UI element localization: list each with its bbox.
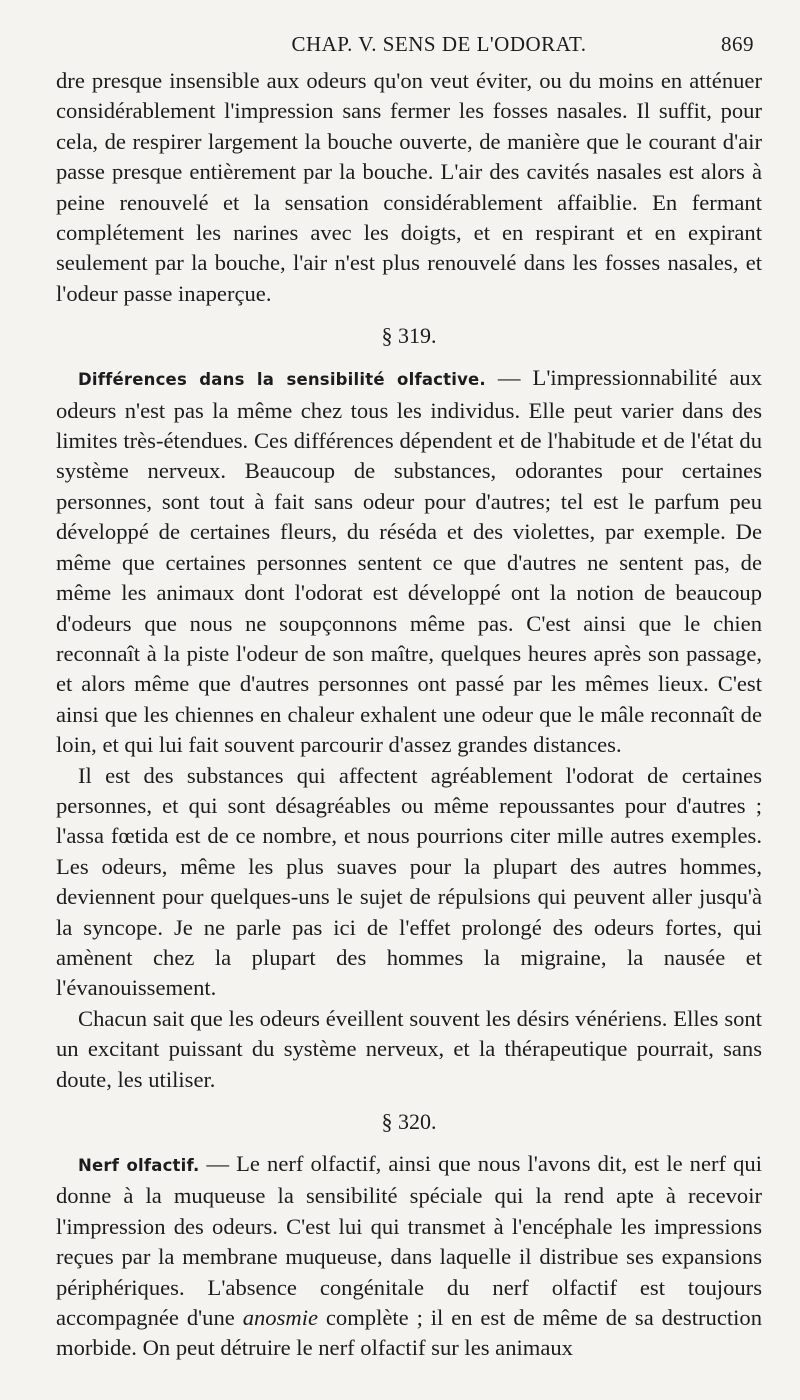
paragraph-continued: dre presque insensible aux odeurs qu'on veut éviter, ou du moins en atténuer considérablement l'impression sans fermer les fosses nasales. Il suffit, pour cela, de respirer largement la bouche ouverte, de manière que le courant d'air passe presque entièrement par la bouche. L'air des cavités nasales est alors à peine renouvelé et la sensation considérablement affaiblie. En fermant complétement les narines avec les doigts, et en respirant et en expirant seulement par la bouche, l'air n'est plus renouvelé dans les fosses nasales, et l'odeur passe inaperçue. xyxy=(56,68,762,306)
paragraph-lead-title: Différences dans la sensibilité olfactive. xyxy=(78,370,486,390)
page-body xyxy=(56,66,762,1364)
paragraph-olfactory-nerve xyxy=(56,1149,762,1364)
section-heading-320: § 320. xyxy=(381,1109,437,1134)
paragraph-substances: Il est des substances qui affectent agréablement l'odorat de certaines personnes, et qui sont désagréables ou même repoussantes pour d'autres ; l'assa fœtida est de ce nombre, et nous pourrions citer mille autres exemples. Les odeurs, même les plus suaves pour la plupart des autres hommes, deviennent pour quelques-uns le sujet de répulsions qui peuvent aller jusqu'à la syncope. Je ne parle pas ici de l'effet prolongé des odeurs fortes, qui amènent chez la plupart des hommes la migraine, la nausée et l'évanouissement. xyxy=(56,762,762,1001)
running-header xyxy=(56,30,762,66)
paragraph-text: complète ; il en est de même de sa destruction morbide. On peut détruire le nerf olfactif sur les animaux xyxy=(56,1305,762,1361)
paragraph-text: — L'impressionnabilité aux odeurs n'est pas la même chez tous les individus. Elle peut varier dans des limites très-étendues. Ces différences dépendent et de l'habitude et de l'état du système nerveux. Beaucoup de substances, odorantes pour certaines personnes, sont tout à fait sans odeur pour d'autres; tel est le parfum peu développé de certaines fleurs, du réséda et des violettes, par exemple. De même que certaines personnes sentent ce que d'autres ne sentent pas, de même les animaux dont l'odorat est développé ont la notion de beaucoup d'odeurs que nous ne soupçonnons même pas. C'est ainsi que le chien reconnaît à la piste l'odeur de son maître, quelques heures après son passage, et alors même que d'autres personnes ont passé par les mêmes lieux. C'est ainsi que les chiennes en chaleur exhalent une odeur que le mâle reconnaît de loin, et qui lui fait souvent parcourir d'assez grandes distances. xyxy=(56,365,762,758)
section-heading-319: § 319. xyxy=(381,323,437,349)
italic-term: anosmie xyxy=(242,1305,319,1331)
page-number: 869 xyxy=(721,32,754,56)
running-title: CHAP. V. SENS DE L'ODORAT. xyxy=(291,32,587,56)
paragraph-lead-title: Nerf olfactif. xyxy=(78,1156,200,1175)
paragraph-sensibility xyxy=(56,363,762,760)
paragraph-text: — Le nerf olfactif, ainsi que nous l'avons dit, est le nerf qui donne à la muqueuse la sensibilité spéciale qui la rend apte à recevoir l'impression des odeurs. C'est lui qui transmet à l'encéphale les impressions reçues par la membrane muqueuse, dans laquelle il distribue ses expansions périphériques. L'absence congénitale du nerf olfactif est toujours accompagnée d'une xyxy=(56,1151,762,1331)
paragraph-desires: Chacun sait que les odeurs éveillent souvent les désirs vénériens. Elles sont un excitant puissant du système nerveux, et la thérapeutique pourrait, sans doute, les utiliser. xyxy=(56,1005,762,1092)
